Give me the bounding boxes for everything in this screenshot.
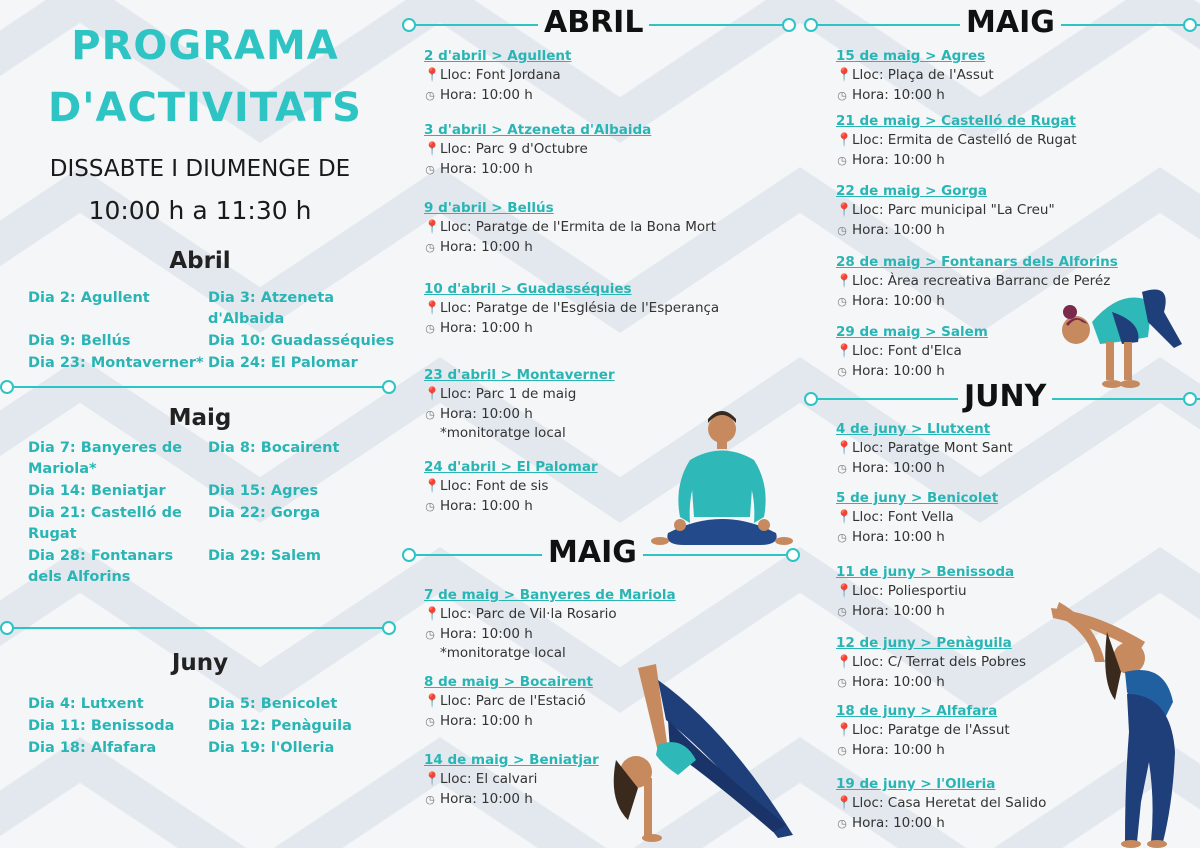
event-entry [836,182,1166,240]
divider-node [804,18,818,32]
clock-icon: ◷ [837,153,847,167]
event-title: 5 de juny > Benicolet [836,490,999,506]
summary-days-abril [28,288,403,374]
event-time: Hora: 10:00 h [440,625,533,642]
schedule-hours: 10:00 h a 11:30 h [88,196,312,225]
clock-icon: ◷ [837,604,847,618]
event-entry [424,280,754,338]
clock-icon: ◷ [425,627,435,641]
event-time: Hora: 10:00 h [852,151,945,168]
event-title: 7 de maig > Banyeres de Mariola [424,587,676,603]
event-time: Hora: 10:00 h [440,238,533,255]
summary-day: Dia 18: Alfafara [28,740,157,756]
event-title: 11 de juny > Benissoda [836,564,1015,580]
schedule-days: DISSABTE I DIUMENGE DE [49,156,351,182]
event-location: Lloc: Casa Heretat del Salido [852,795,1047,811]
clock-icon: ◷ [425,240,435,254]
location-pin-icon: 📍 [836,655,853,671]
event-title: 8 de maig > Bocairent [424,674,593,690]
divider-node [782,18,796,32]
divider-node [1183,392,1197,406]
event-entry [836,47,1166,105]
summary-day: Dia 15: Agres [208,483,319,499]
event-time: Hora: 10:00 h [440,86,533,103]
location-pin-icon: 📍 [836,441,853,457]
event-entry [424,199,754,257]
main-title [20,15,390,139]
event-title: 22 de maig > Gorga [836,183,987,199]
event-entry [424,458,754,516]
summary-heading-abril: Abril [169,248,231,274]
event-location: Lloc: Parc 1 de maig [440,386,577,402]
location-pin-icon: 📍 [836,344,853,360]
summary-day: Dia 19: l'Olleria [208,740,335,756]
event-entry [424,366,754,444]
event-location: Lloc: El calvari [440,771,538,787]
clock-icon: ◷ [837,675,847,689]
summary-heading-maig: Maig [168,405,232,431]
summary-day: Dia 24: El Palomar [208,355,358,371]
summary-day: Dia 8: Bocairent [208,440,340,456]
event-location: Lloc: Parc municipal "La Creu" [852,202,1055,218]
event-time: Hora: 10:00 h [440,497,533,514]
event-location: Lloc: Paratge de l'Església de l'Esperança [440,300,720,316]
clock-icon: ◷ [837,223,847,237]
location-pin-icon: 📍 [836,133,853,149]
event-location: Lloc: Font Vella [852,509,954,525]
location-pin-icon: 📍 [424,607,441,623]
location-pin-icon: 📍 [836,203,853,219]
event-time: Hora: 10:00 h [852,741,945,758]
clock-icon: ◷ [837,743,847,757]
location-pin-icon: 📍 [424,142,441,158]
summary-divider [8,386,390,388]
summary-day: Dia 3: Atzeneta d'Albaida [208,290,335,327]
event-entry [424,751,754,809]
event-title: 18 de juny > Alfafara [836,703,998,719]
event-location: Lloc: Parc de l'Estació [440,693,586,709]
location-pin-icon: 📍 [424,694,441,710]
event-title: 21 de maig > Castelló de Rugat [836,113,1076,129]
event-entry [836,323,1036,381]
event-entry [424,673,754,731]
event-title: 28 de maig > Fontanars dels Alforins [836,254,1118,270]
event-time: Hora: 10:00 h [852,459,945,476]
divider-node [382,621,396,635]
column-heading-juny: JUNY [958,379,1052,414]
event-location: Lloc: Font de sis [440,478,549,494]
summary-day: Dia 21: Castelló de Rugat [28,505,182,542]
divider-node [786,548,800,562]
event-location: Lloc: Paratge de l'Assut [852,722,1010,738]
event-time: Hora: 10:00 h [852,292,945,309]
event-location: Lloc: Font Jordana [440,67,561,83]
event-entry [836,702,1051,760]
divider-node [0,621,14,635]
event-time: Hora: 10:00 h [440,160,533,177]
event-title: 3 d'abril > Atzeneta d'Albaida [424,122,652,138]
clock-icon: ◷ [837,816,847,830]
summary-day: Dia 4: Lutxent [28,696,144,712]
clock-icon: ◷ [837,294,847,308]
summary-day: Dia 10: Guadasséquies [208,333,395,349]
event-location: Lloc: C/ Terrat dels Pobres [852,654,1027,670]
summary-day: Dia 23: Montaverner* [28,355,204,371]
main-title-line2: D'ACTIVITATS [48,85,362,131]
clock-icon: ◷ [425,162,435,176]
location-pin-icon: 📍 [424,772,441,788]
column-heading-maig: MAIG [960,5,1061,40]
event-title: 15 de maig > Agres [836,48,986,64]
event-title: 29 de maig > Salem [836,324,988,340]
summary-day: Dia 2: Agullent [28,290,150,306]
summary-day: Dia 11: Benissoda [28,718,175,734]
event-time: Hora: 10:00 h [852,673,945,690]
location-pin-icon: 📍 [424,301,441,317]
event-time: Hora: 10:00 h [440,319,533,336]
location-pin-icon: 📍 [424,479,441,495]
event-location: Lloc: Àrea recreativa Barranc de Peréz [852,273,1111,289]
event-title: 9 d'abril > Bellús [424,200,554,216]
summary-day: Dia 14: Beniatjar [28,483,166,499]
divider-node [0,380,14,394]
event-time: Hora: 10:00 h [852,528,945,545]
summary-day: Dia 29: Salem [208,548,322,564]
main-title-line1: PROGRAMA [71,23,339,69]
summary-divider [8,627,390,629]
location-pin-icon: 📍 [424,68,441,84]
event-entry [836,420,1166,478]
clock-icon: ◷ [425,714,435,728]
clock-icon: ◷ [837,461,847,475]
divider-node [402,18,416,32]
event-time: Hora: 10:00 h [852,362,945,379]
side-stretch-woman-illustration [1045,602,1195,848]
location-pin-icon: 📍 [836,723,853,739]
summary-day: Dia 5: Benicolet [208,696,338,712]
clock-icon: ◷ [425,88,435,102]
event-time: Hora: 10:00 h [440,405,533,422]
summary-heading-juny: Juny [171,650,229,676]
column-heading-maig-a: MAIG [542,535,643,570]
summary-day: Dia 9: Bellús [28,333,131,349]
clock-icon: ◷ [425,407,435,421]
location-pin-icon: 📍 [836,796,853,812]
event-time: Hora: 10:00 h [852,221,945,238]
event-title: 4 de juny > Llutxent [836,421,991,437]
summary-day: Dia 12: Penàguila [208,718,352,734]
summary-day: Dia 7: Banyeres de Mariola* [28,440,183,477]
event-entry [424,121,754,179]
event-title: 10 d'abril > Guadasséquies [424,281,632,297]
clock-icon: ◷ [837,364,847,378]
divider-node [1183,18,1197,32]
event-time: Hora: 10:00 h [440,712,533,729]
clock-icon: ◷ [425,321,435,335]
divider-node [382,380,396,394]
clock-icon: ◷ [425,792,435,806]
location-pin-icon: 📍 [836,274,853,290]
event-location: Lloc: Paratge Mont Sant [852,440,1013,456]
event-location: Lloc: Plaça de l'Assut [852,67,994,83]
event-entry [836,489,1166,547]
divider-node [804,392,818,406]
event-location: Lloc: Parc de Vil·la Rosario [440,606,617,622]
event-note: *monitoratge local [440,425,566,441]
event-time: Hora: 10:00 h [852,602,945,619]
summary-day: Dia 28: Fontanars dels Alforins [28,548,174,585]
clock-icon: ◷ [837,88,847,102]
event-time: Hora: 10:00 h [440,790,533,807]
summary-day: Dia 22: Gorga [208,505,321,521]
clock-icon: ◷ [425,499,435,513]
summary-days-maig [28,438,403,588]
event-location: Lloc: Paratge de l'Ermita de la Bona Mort [440,219,716,235]
divider-node [402,548,416,562]
event-time: Hora: 10:00 h [852,86,945,103]
event-entry [424,47,754,105]
location-pin-icon: 📍 [836,68,853,84]
event-title: 14 de maig > Beniatjar [424,752,599,768]
event-location: Lloc: Parc 9 d'Octubre [440,141,588,157]
event-location: Lloc: Poliesportiu [852,583,967,599]
event-entry [836,563,1166,621]
event-time: Hora: 10:00 h [852,814,945,831]
event-title: 24 d'abril > El Palomar [424,459,598,475]
summary-days-juny [28,694,403,759]
event-entry [836,112,1166,170]
event-location: Lloc: Font d'Elca [852,343,962,359]
location-pin-icon: 📍 [424,220,441,236]
event-title: 12 de juny > Penàguila [836,635,1012,651]
location-pin-icon: 📍 [836,510,853,526]
location-pin-icon: 📍 [836,584,853,600]
event-title: 23 d'abril > Montaverner [424,367,615,383]
column-heading-abril: ABRIL [538,5,649,40]
event-entry [836,775,1051,833]
event-entry [836,253,1166,311]
event-entry [836,634,1051,692]
event-entry [424,586,754,664]
clock-icon: ◷ [837,530,847,544]
event-title: 2 d'abril > Agullent [424,48,572,64]
event-title: 19 de juny > l'Olleria [836,776,996,792]
event-location: Lloc: Ermita de Castelló de Rugat [852,132,1077,148]
event-note: *monitoratge local [440,645,566,661]
location-pin-icon: 📍 [424,387,441,403]
